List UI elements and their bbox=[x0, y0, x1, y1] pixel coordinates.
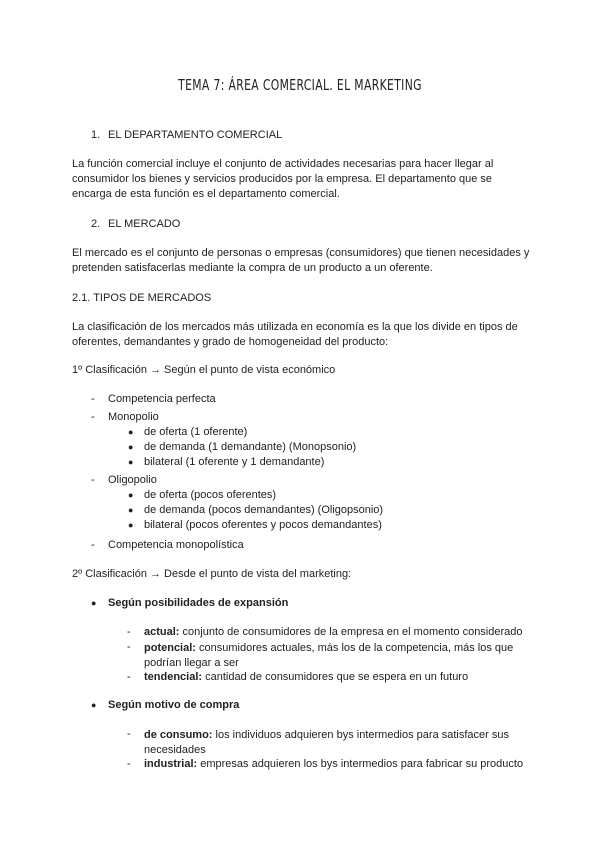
section21-heading: 2.1. TIPOS DE MERCADOS bbox=[72, 292, 212, 304]
list-item: Oligopolio bbox=[108, 474, 157, 486]
section2-number: 2. bbox=[91, 218, 101, 230]
dash-bullet: - bbox=[127, 728, 131, 740]
section1-number: 1. bbox=[91, 129, 101, 141]
dash-bullet: - bbox=[91, 474, 95, 486]
page-title: TEMA 7: ÁREA COMERCIAL. EL MARKETING bbox=[178, 76, 422, 94]
list-item: industrial: empresas adquieren los bys intermedios para fabricar su producto bbox=[144, 758, 524, 770]
dot-bullet: ● bbox=[128, 427, 134, 437]
list-item: Competencia perfecta bbox=[108, 393, 216, 405]
dash-bullet: - bbox=[91, 411, 95, 423]
list-item: tendencial: cantidad de consumidores que se espera en un futuro bbox=[144, 671, 469, 683]
list-item: Competencia monopolística bbox=[108, 539, 244, 551]
dash-bullet: - bbox=[127, 758, 131, 770]
dash-bullet: - bbox=[127, 626, 131, 638]
section2-heading: EL MERCADO bbox=[108, 218, 181, 230]
group1-title: Según posibilidades de expansión bbox=[108, 597, 289, 609]
dash-bullet: - bbox=[127, 671, 131, 683]
clas1-heading: 1º Clasificación → Según el punto de vista económico bbox=[72, 364, 336, 376]
dot-bullet: ● bbox=[128, 442, 134, 452]
section21-paragraph: La clasificación de los mercados más utilizada en economía es la que los divide en tipos de oferentes, demandantes y grado de homogeneidad del producto: bbox=[72, 321, 518, 348]
list-item: de demanda (pocos demandantes) (Oligopsonio) bbox=[144, 504, 384, 516]
list-item: Monopolio bbox=[108, 411, 159, 423]
list-item: actual: conjunto de consumidores de la empresa en el momento considerado bbox=[144, 626, 523, 638]
list-item: de oferta (pocos oferentes) bbox=[144, 489, 277, 501]
list-item: potencial: consumidores actuales, más los de la competencia, más los que podrían llegar a ser bbox=[144, 642, 514, 669]
list-item: de consumo: los individuos adquieren bys intermedios para satisfacer sus necesidades bbox=[144, 729, 509, 756]
section1-heading: EL DEPARTAMENTO COMERCIAL bbox=[108, 129, 283, 141]
list-item: de demanda (1 demandante) (Monopsonio) bbox=[144, 441, 357, 453]
list-item: de oferta (1 oferente) bbox=[144, 426, 248, 438]
dot-bullet: ● bbox=[128, 490, 134, 500]
dash-bullet: - bbox=[91, 393, 95, 405]
clas2-heading: 2º Clasificación → Desde el punto de vista del marketing: bbox=[72, 568, 352, 580]
dot-bullet: ● bbox=[128, 505, 134, 515]
dash-bullet: - bbox=[91, 539, 95, 551]
dash-bullet: - bbox=[127, 641, 131, 653]
dot-bullet: ● bbox=[91, 700, 97, 710]
group2-title: Según motivo de compra bbox=[108, 699, 240, 711]
list-item: bilateral (pocos oferentes y pocos demandantes) bbox=[144, 519, 382, 531]
list-item: bilateral (1 oferente y 1 demandante) bbox=[144, 456, 325, 468]
dot-bullet: ● bbox=[128, 457, 134, 467]
section2-paragraph: El mercado es el conjunto de personas o empresas (consumidores) que tienen necesidades y pretenden satisfacerlas mediante la compra de un producto a un oferente. bbox=[72, 247, 530, 274]
section1-paragraph: La función comercial incluye el conjunto de actividades necesarias para hacer llegar al consumidor los bienes y servicios producidos por la empresa. El departamento que se encarga de esta función es el departamento comercial. bbox=[72, 158, 494, 200]
dot-bullet: ● bbox=[128, 520, 134, 530]
dot-bullet: ● bbox=[91, 598, 97, 608]
